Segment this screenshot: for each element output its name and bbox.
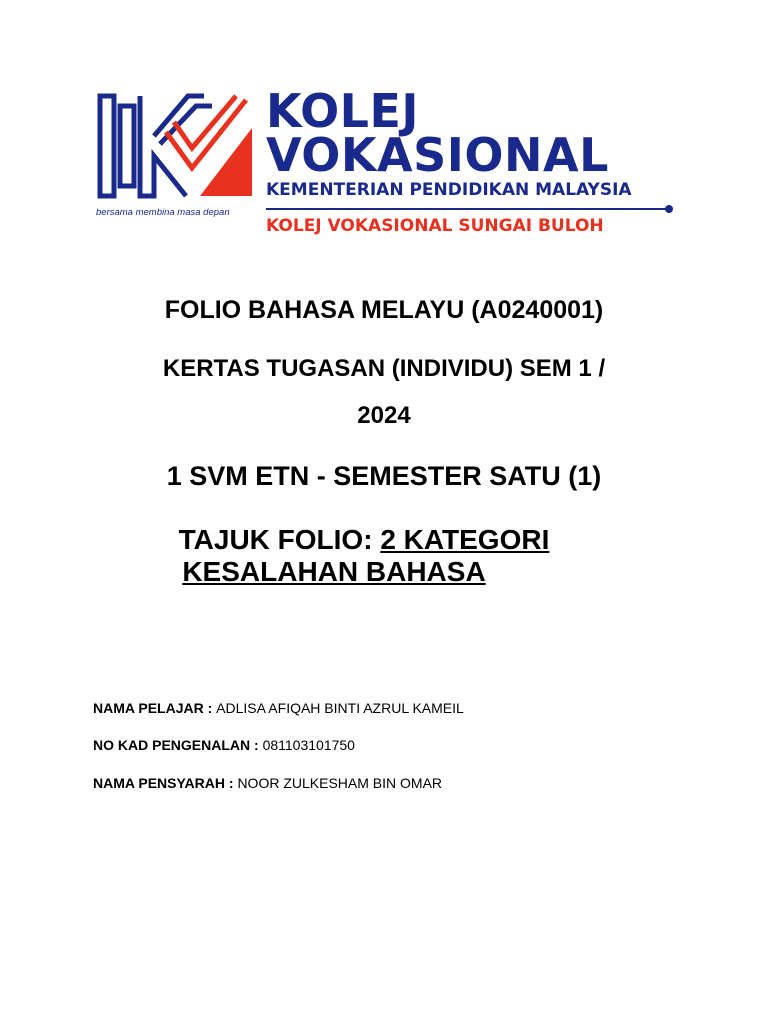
logo-divider-dot	[665, 205, 673, 213]
lecturer-row	[93, 775, 442, 791]
assignment-heading: KERTAS TUGASAN (INDIVIDU) SEM 1 /	[162, 355, 606, 382]
class-semester-heading: 1 SVM ETN - SEMESTER SATU (1)	[166, 461, 602, 491]
folio-title	[0, 524, 768, 588]
student-name-label: NAMA PELAJAR :	[93, 700, 217, 716]
logo-college-name: KOLEJ VOKASIONAL SUNGAI BULOH	[266, 216, 604, 236]
logo-ministry: KEMENTERIAN PENDIDIKAN MALAYSIA	[266, 180, 632, 200]
logo-divider	[266, 208, 668, 210]
folio-title-value-line1: 2 KATEGORI	[380, 524, 550, 555]
logo-brand-kolej: KOLEJ	[266, 84, 420, 138]
lecturer-value: NOOR ZULKESHAM BIN OMAR	[237, 775, 443, 791]
ic-number-value: 081103101750	[262, 737, 355, 753]
logo-brand-vokasional: VOKASIONAL	[266, 128, 609, 182]
kv-logo-icon	[96, 92, 256, 202]
folio-heading: FOLIO BAHASA MELAYU (A0240001)	[164, 296, 604, 324]
assignment-year: 2024	[357, 402, 411, 429]
folio-title-value-line2: KESALAHAN BAHASA	[182, 556, 486, 587]
ic-number-row	[93, 737, 355, 753]
student-name-value: ADLISA AFIQAH BINTI AZRUL KAMEIL	[216, 700, 464, 716]
folio-title-label: TAJUK FOLIO:	[178, 524, 381, 555]
lecturer-label: NAMA PENSYARAH :	[93, 775, 238, 791]
ic-number-label: NO KAD PENGENALAN :	[93, 737, 263, 753]
student-name-row	[93, 700, 464, 716]
college-logo	[96, 84, 674, 238]
logo-tagline: bersama membina masa depan	[96, 207, 230, 218]
